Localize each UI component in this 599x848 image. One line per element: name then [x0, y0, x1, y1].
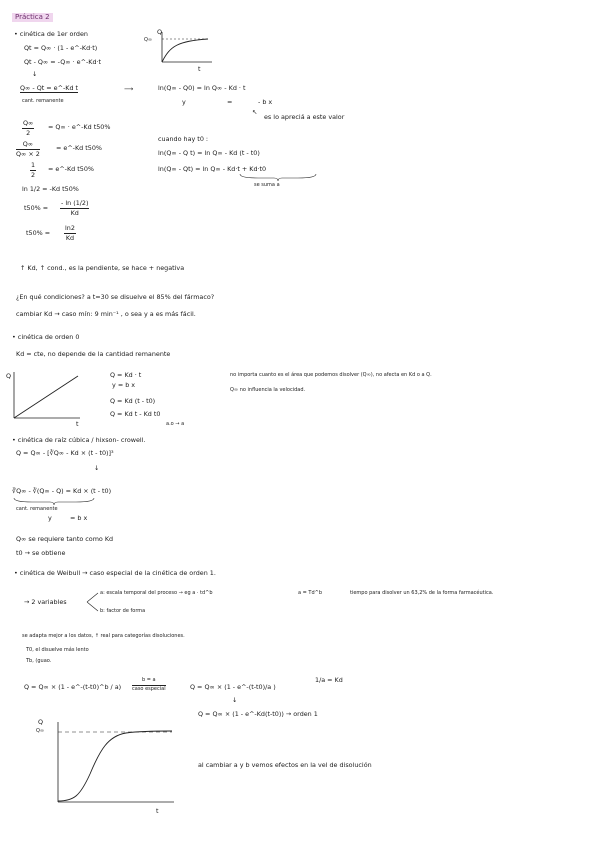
s1-saturation-graph [156, 28, 216, 76]
s4-eq-ba-den: caso especial [132, 685, 166, 692]
s1-t50b-den: Kd [65, 234, 75, 243]
s1-q2-den: Q∞ × 2 [16, 150, 40, 159]
s2-eq-3: Q = Kd (t - t0) [110, 397, 156, 405]
s4-var-a: a: escala temporal del proceso → eg a · td^b [100, 590, 213, 596]
s1-kd-note: ↑ Kd, ↑ cond., es la pendiente, se hace + negativa [20, 264, 185, 272]
s1-graph-x-label: t [198, 65, 201, 73]
s2-graph-y-label: Q [6, 372, 12, 380]
s4-eq-ba-num: b = a [132, 678, 166, 686]
s4-final-note: al cambiar a y b vemos efectos en la vel de disolución [198, 761, 372, 769]
s4-graph-x-label: t [156, 807, 159, 815]
s1-ln-1-note: es lo apreciá a este valor [264, 113, 345, 121]
s1-eq-2: Qt - Q∞ = -Q∞ · e^-Kd·t [24, 58, 102, 66]
s3-note-2: t0 → se obtiene [16, 549, 66, 557]
s2-graph-line [14, 376, 78, 418]
s2-eq-4: Q = Kd t - Kd t0 [110, 410, 161, 418]
s1-fr-den: 2 [31, 171, 36, 180]
s4-var-b: b: factor de forma [100, 608, 146, 614]
s1-graph-yinf-label: Q∞ [144, 37, 153, 43]
s2-eq-1: Q = Kd · t [110, 371, 142, 379]
s1-answer: cambiar Kd → caso mín: 9 min⁻¹ , o sea y a es más fácil. [16, 310, 196, 318]
s1-lag-1: ln(Q∞ - Q t) = ln Q∞ - Kd (t - t0) [158, 149, 260, 157]
s1-graph-curve [162, 39, 208, 62]
section-3-heading: • cinética de raíz cúbica / hixson- crowell. [12, 436, 146, 444]
s4-eq-ba-fraction [132, 678, 166, 693]
s2-eq-2: y = b x [112, 381, 136, 389]
s4-vars-label: → 2 variables [24, 598, 67, 606]
s4-eq-order1: Q = Q∞ × (1 - e^-Kd(t-t0)) → orden 1 [198, 710, 318, 718]
s1-half-fraction [22, 120, 34, 138]
s1-t50b-lhs: t50% = [26, 229, 51, 237]
s1-t50-fraction [60, 200, 89, 218]
s4-vars-branch [86, 590, 100, 614]
s1-ln-1: ln(Q∞ - Q0) = ln Q∞ - Kd · t [158, 84, 246, 92]
s4-eq-main: Q = Q∞ × (1 - e^-(t-t0)^b / a) [24, 683, 122, 691]
s1-eq-3-label: cant. remanente [22, 98, 64, 104]
s1-half-rhs: = Q∞ · e^-Kd t50% [48, 123, 111, 131]
s1-q2-rhs: = e^-Kd t50% [56, 144, 102, 152]
s1-t50-lhs: t50% = [24, 204, 49, 212]
s2-eq-4-note: a.o → a [166, 421, 185, 427]
s2-graph-x-label: t [76, 420, 79, 428]
s1-lag-2-note: se suma a [254, 182, 280, 188]
s1-graph-y-label: Q [157, 28, 163, 36]
s4-graph-yinf-label: Q∞ [36, 728, 45, 734]
s1-fr-fraction [30, 162, 36, 180]
s1-ln-1-y: y [182, 98, 186, 106]
s3-eq-3-y: y [48, 514, 52, 522]
s1-t50b-fraction [64, 225, 76, 243]
s1-lag-2: ln(Q∞ - Qt) = ln Q∞ - Kd·t + Kd·t0 [158, 165, 267, 173]
s1-arrow-right: ⟶ [124, 85, 134, 93]
s3-eq-2-label: cant. remanente [16, 506, 58, 512]
section-4-heading: • cinética de Weibull → caso especial de la cinética de orden 1. [14, 569, 216, 577]
s1-ln-1-arrow: ↖ [252, 108, 258, 116]
s4-var-a-eq: a = Td^b [298, 590, 323, 596]
s4-line-3: Tb, (guao. [26, 658, 52, 664]
s3-eq-1: Q = Q∞ - [∛Q∞ - Kd × (t - t0)]³ [16, 449, 114, 457]
s1-q2-fraction [16, 141, 40, 159]
s3-note-1: Q∞ se requiere tanto como Kd [16, 535, 114, 543]
s1-t50-num: - ln (1/2) [60, 200, 89, 209]
s4-line-1: se adapta mejor a los datos, ↑ real para categorías disoluciones. [22, 633, 185, 639]
s4-graph-curve [58, 731, 172, 801]
s4-graph-y-label: Q [38, 718, 44, 726]
s1-t50-den: Kd [70, 209, 79, 218]
s1-question: ¿En qué condiciones? a t=30 se disuelve el 85% del fármaco? [16, 293, 215, 301]
s1-q2-num: Q∞ [16, 141, 40, 150]
s4-eq-mid: Q = Q∞ × (1 - e^-(t-t0)/a ) [190, 683, 276, 691]
s1-t50b-num: ln2 [64, 225, 76, 234]
s1-lag-brace [238, 172, 318, 182]
s3-brace [12, 496, 96, 506]
s1-down-arrow: ↓ [32, 70, 38, 78]
s2-sub: Kd = cte, no depende de la cantidad remanente [16, 350, 171, 358]
section-2-heading: • cinética de orden 0 [12, 333, 80, 341]
s4-var-a-note: tiempo para disolver un 63,2% de la forma farmacéutica. [350, 590, 494, 596]
s1-ln-1-mid: = [227, 98, 233, 106]
s2-note-2: Q∞ no influencia la velocidad. [230, 387, 306, 393]
s3-eq-2: ∛Q∞ - ∛(Q∞ - Q) = Kd × (t - t0) [12, 487, 112, 495]
s4-line-2: T0, el disuelve más lento [26, 647, 89, 653]
s1-fr-num: 1 [30, 162, 36, 171]
s1-ln-eq: ln 1/2 = -Kd t50% [22, 185, 79, 193]
s3-eq-3-b: = b x [70, 514, 88, 522]
s2-note-1: no importa cuanto es el área que podemos disolver (Q∞), no afecta en Kd o a Q. [230, 372, 432, 378]
s1-lag-intro: cuando hay t0 : [158, 135, 209, 143]
s4-eq-frac-lhs: 1/a = Kd [315, 676, 343, 684]
s1-ln-1-bx: - b x [258, 98, 273, 106]
page-title: Práctica 2 [12, 13, 53, 22]
s1-half-num: Q∞ [22, 120, 34, 129]
s2-linear-graph [8, 368, 88, 428]
s1-fr-rhs: = e^-Kd t50% [48, 165, 94, 173]
s4-sigmoid-graph [44, 718, 194, 818]
s1-half-den: 2 [26, 129, 31, 138]
s4-down-arrow: ↓ [232, 696, 238, 704]
s1-eq-3: Q∞ - Qt = e^-Kd t [20, 84, 79, 92]
section-1-heading: • cinética de 1er orden [14, 30, 88, 38]
s1-eq-1: Qt = Q∞ · (1 - e^-Kd·t) [24, 44, 98, 52]
s3-down-arrow: ↓ [94, 464, 100, 472]
